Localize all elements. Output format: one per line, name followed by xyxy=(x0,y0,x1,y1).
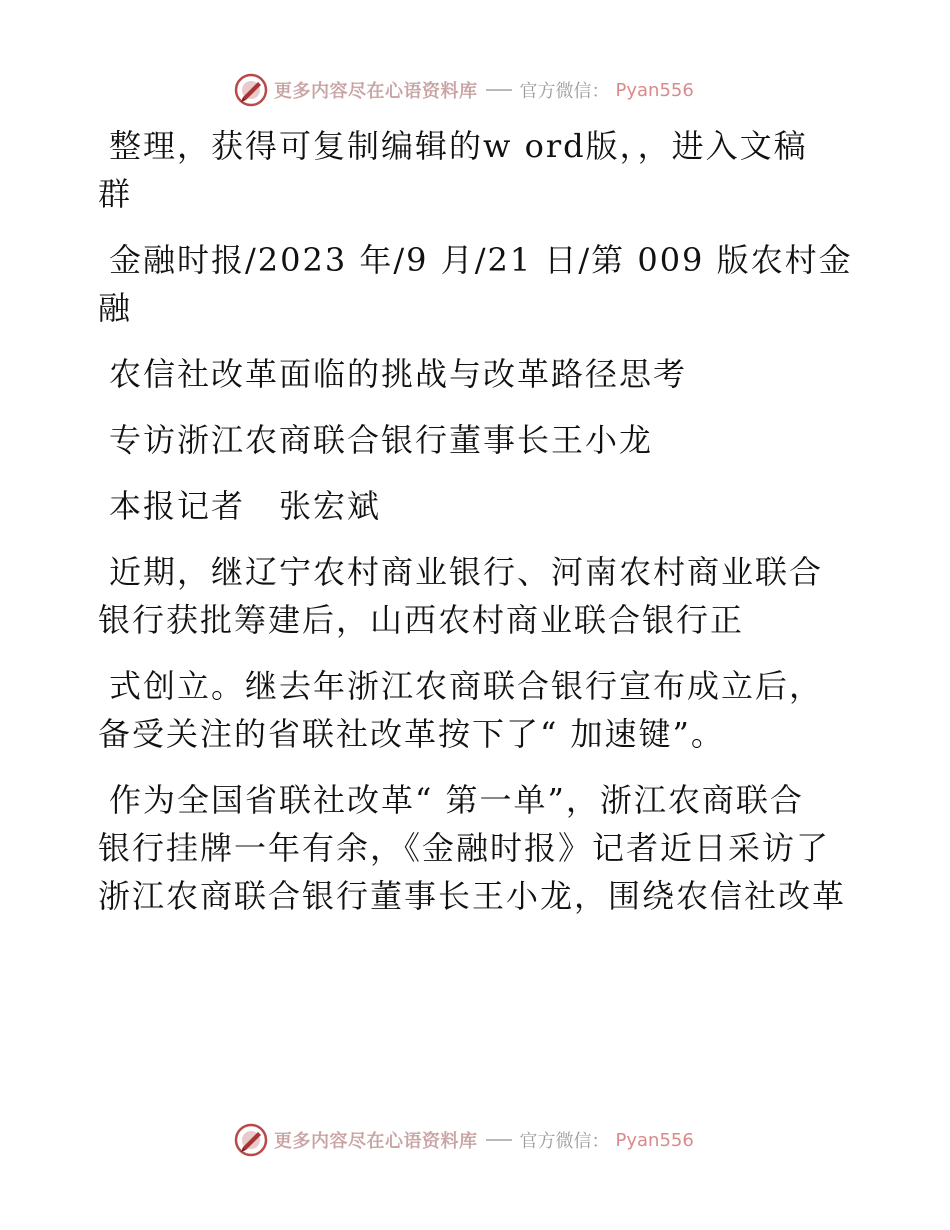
paragraph xyxy=(98,548,858,644)
banner-dash xyxy=(486,1139,512,1141)
article-subtitle xyxy=(98,416,858,464)
banner-slogan: 更多内容尽在心语资料库 xyxy=(274,81,478,102)
text-line: 银行挂牌一年有余，《金融时报》记者近日采访了 xyxy=(98,829,831,867)
banner-wechat-label: 官方微信： xyxy=(519,81,610,102)
paragraph xyxy=(98,236,858,332)
text-line: 融 xyxy=(98,289,133,327)
text-line: 近期，继辽宁农村商业银行、河南农村商业联合 xyxy=(109,553,824,591)
text-line: 农信社改革面临的挑战与改革路径思考 xyxy=(109,355,688,393)
text-line: 专访浙江农商联合银行董事长王小龙 xyxy=(109,421,654,459)
paragraph xyxy=(98,122,858,218)
text-line: 作为全国省联社改革“ 第一单”，浙江农商联合 xyxy=(109,781,804,819)
banner-slogan: 更多内容尽在心语资料库 xyxy=(274,1131,478,1152)
text-line: 浙江农商联合银行董事长王小龙，围绕农信社改革 xyxy=(98,877,847,915)
paragraph xyxy=(98,776,858,920)
paragraph xyxy=(98,662,858,758)
brand-logo-icon xyxy=(234,1123,268,1157)
banner-wechat-label: 官方微信： xyxy=(519,1131,610,1152)
byline xyxy=(98,482,858,530)
banner-wechat-handle: Pyan556 xyxy=(615,1129,694,1151)
text-line: 群 xyxy=(98,175,133,213)
text-line: 式创立。继去年浙江农商联合银行宣布成立后， xyxy=(109,667,824,705)
footer-banner xyxy=(234,1122,694,1158)
article-title xyxy=(98,350,858,398)
document-body xyxy=(98,122,858,938)
text-line: 备受关注的省联社改革按下了“ 加速键”。 xyxy=(98,715,725,753)
text-line: 银行获批筹建后，山西农村商业联合银行正 xyxy=(98,601,745,639)
text-line: 本报记者 张宏斌 xyxy=(109,487,382,525)
brand-logo-icon xyxy=(234,73,268,107)
text-line: 金融时报/2023 年/9 月/21 日/第 009 版农村金 xyxy=(109,241,853,279)
header-banner xyxy=(234,72,694,108)
text-line: 整理，获得可复制编辑的w ord版，，进入文稿 xyxy=(109,127,808,165)
banner-wechat-handle: Pyan556 xyxy=(615,79,694,101)
banner-dash xyxy=(486,89,512,91)
